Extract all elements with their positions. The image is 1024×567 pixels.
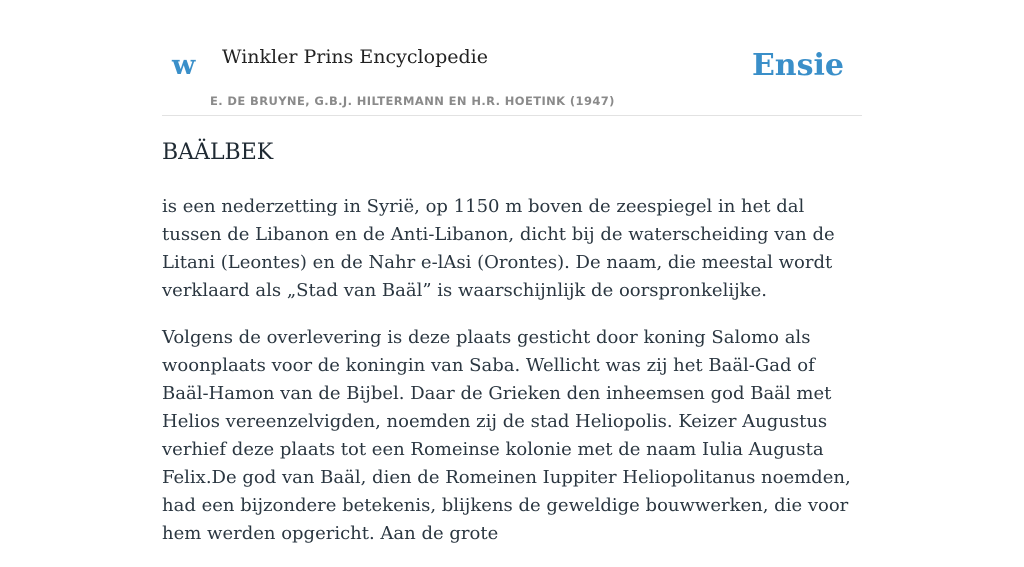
article-paragraph-2: Volgens de overlevering is deze plaats gesticht door koning Salomo als woonplaats voor de koningin van Saba. Wellicht was zij het Baäl-Gad of Baäl-Hamon van de Bijbel. Daar de Grieken den inheemsen god Baäl met Helios vereenzelvigden, noemden zij de stad Heliopolis. Keizer Augustus verhief deze plaats tot een Romeinse kolonie met de naam Iulia Augusta Felix.De god van Baäl, dien de Romeinen Iuppiter Heliopolitanus noemden, had een bijzondere betekenis, blijkens de geweldige bouwwerken, die voor hem werden opgericht. Aan de grote [162,327,851,544]
article-title: BAÄLBEK [162,140,274,165]
page [162,0,862,544]
publication-authors: E. DE BRUYNE, G.B.J. HILTERMANN EN H.R. HOETINK (1947) [210,94,615,108]
winkler-prins-logo[interactable]: w [172,50,196,81]
ensie-brand-link[interactable]: Ensie [751,48,844,83]
article-body [162,193,862,567]
article-paragraph-1: is een nederzetting in Syrië, op 1150 m boven de zeespiegel in het dal tussen de Libanon en de Anti-Libanon, dicht bij de waterscheiding van de Litani (Leontes) en de Nahr e-lAsi (Orontes). De naam, die meestal wordt verklaard als „Stad van Baäl” is waarschijnlijk de oorspronkelijke. [162,196,835,301]
site-header [162,0,862,116]
publication-title[interactable]: Winkler Prins Encyclopedie [222,46,488,68]
